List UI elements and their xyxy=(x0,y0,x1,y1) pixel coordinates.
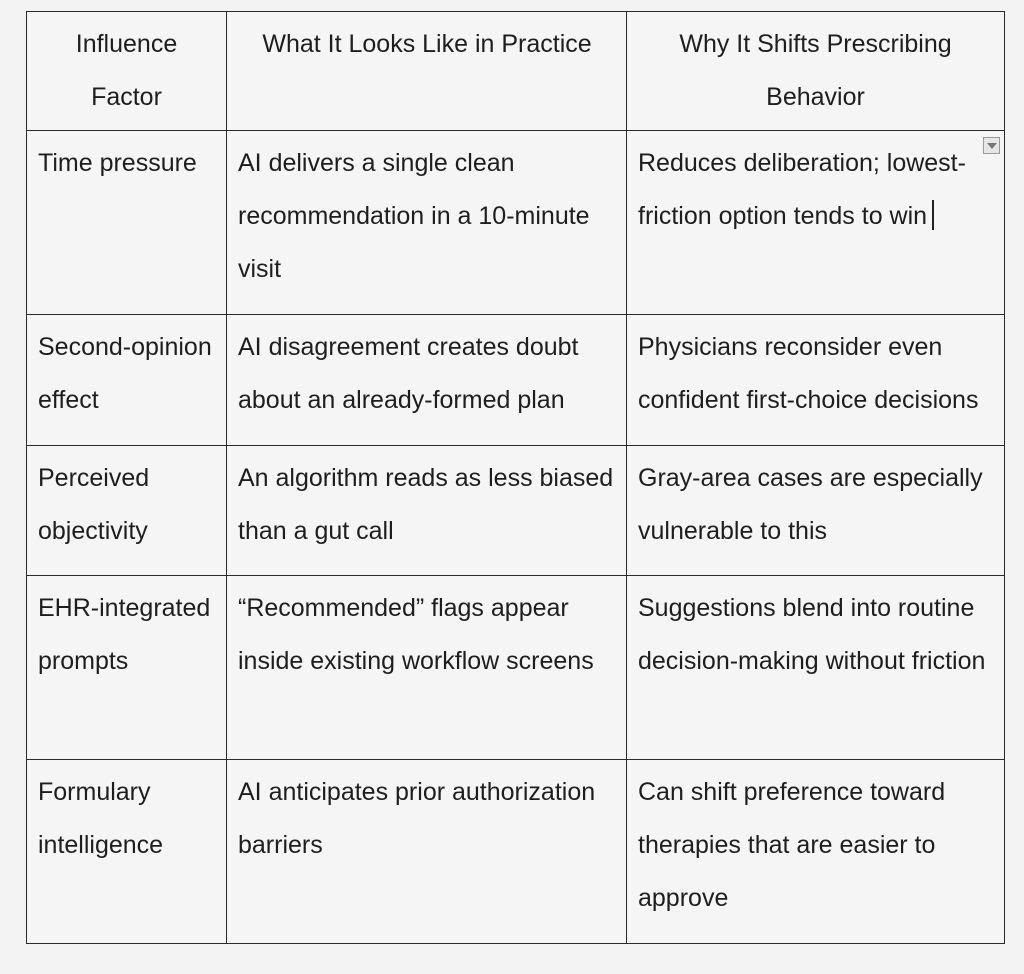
cell-why-text: Reduces deliberation; lowest-friction option tends to win xyxy=(638,149,966,230)
header-influence-factor: Influence Factor xyxy=(27,12,227,131)
table-header-row xyxy=(27,12,1005,131)
header-practice: What It Looks Like in Practice xyxy=(227,12,627,131)
header-why: Why It Shifts Prescribing Behavior xyxy=(627,12,1005,131)
cell-practice[interactable]: AI anticipates prior authorization barriers xyxy=(227,760,627,944)
cell-practice[interactable]: AI delivers a single clean recommendation in a 10-minute visit xyxy=(227,131,627,315)
cell-why-active[interactable] xyxy=(627,131,1005,315)
table-row xyxy=(27,760,1005,944)
cell-why[interactable]: Suggestions blend into routine decision-making without friction xyxy=(627,576,1005,760)
cell-why[interactable]: Physicians reconsider even confident first-choice decisions xyxy=(627,315,1005,446)
cell-factor[interactable]: Time pressure xyxy=(27,131,227,315)
cell-factor[interactable]: EHR-integrated prompts xyxy=(27,576,227,760)
cell-factor[interactable]: Formulary intelligence xyxy=(27,760,227,944)
cell-practice[interactable]: AI disagreement creates doubt about an already-formed plan xyxy=(227,315,627,446)
cell-practice[interactable]: An algorithm reads as less biased than a gut call xyxy=(227,446,627,576)
cell-why[interactable]: Gray-area cases are especially vulnerable to this xyxy=(627,446,1005,576)
table-row xyxy=(27,446,1005,576)
cell-factor[interactable]: Perceived objectivity xyxy=(27,446,227,576)
chevron-down-icon[interactable] xyxy=(983,137,1000,154)
cell-factor[interactable]: Second-opinion effect xyxy=(27,315,227,446)
table-row xyxy=(27,576,1005,760)
influence-table xyxy=(26,11,1005,944)
cell-why[interactable]: Can shift preference toward therapies that are easier to approve xyxy=(627,760,1005,944)
table-row xyxy=(27,131,1005,315)
table-row xyxy=(27,315,1005,446)
cell-practice[interactable]: “Recommended” flags appear inside existing workflow screens xyxy=(227,576,627,760)
text-cursor xyxy=(932,200,934,230)
